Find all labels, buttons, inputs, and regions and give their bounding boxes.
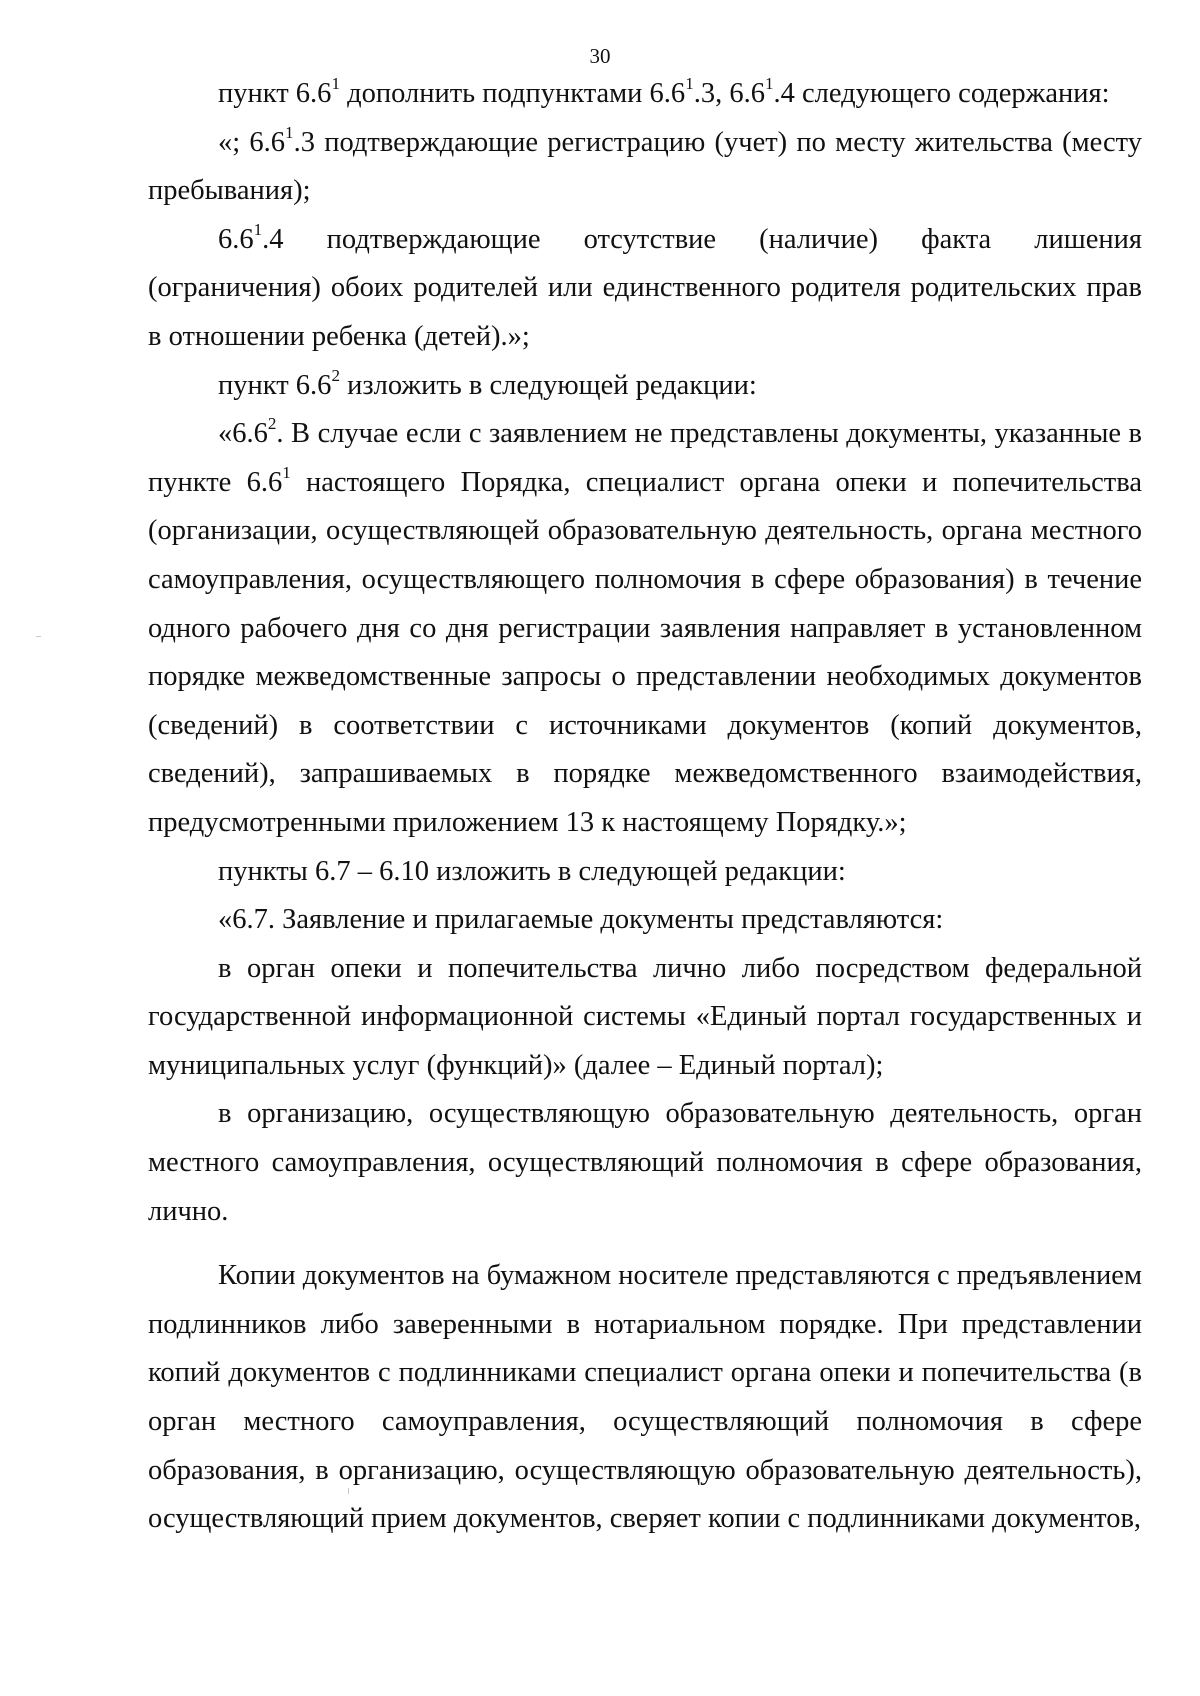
superscript: 1 — [285, 122, 294, 142]
scan-mark — [36, 636, 41, 637]
document-body — [148, 70, 1142, 1544]
text-run: пункт 6.6 — [218, 369, 332, 401]
superscript: 1 — [331, 73, 340, 93]
paragraph — [148, 896, 1142, 945]
text-run: в организацию, осуществляющую образовательную деятельность, орган местного самоуправления, осуществляющий полномочия в сфере образования, лично. — [148, 1098, 1142, 1227]
superscript: 1 — [685, 73, 694, 93]
text-run: .3 подтверждающие регистрацию (учет) по месту жительства (месту пребывания); — [148, 126, 1142, 207]
paragraph — [148, 70, 1142, 119]
paragraph — [148, 362, 1142, 411]
paragraph — [148, 410, 1142, 847]
superscript: 2 — [267, 414, 277, 434]
text-run: 6.6 — [218, 223, 254, 255]
paragraph — [148, 1252, 1142, 1544]
text-run: пункты 6.7 – 6.10 изложить в следующей редакции: — [218, 855, 846, 887]
text-run: в орган опеки и попечительства лично либо посредством федеральной государственной информационной системы «Единый портал государственных и муниципальных услуг (функций)» (далее – Единый портал); — [148, 952, 1142, 1081]
paragraph — [148, 119, 1142, 216]
text-run: пункт 6.6 — [218, 78, 332, 109]
page-number: 30 — [589, 44, 611, 68]
text-run: .4 подтверждающие отсутствие (наличие) факта лишения (ограничения) обоих родителей или единственного родителя родительских прав в отношении ребенка (детей).»; — [148, 223, 1142, 352]
superscript: 2 — [331, 365, 340, 385]
text-run: «6.7. Заявление и прилагаемые документы представляются: — [218, 904, 944, 936]
text-run: .4 следующего содержания: — [773, 78, 1110, 109]
text-run: «; 6.6 — [218, 126, 286, 158]
superscript: 1 — [282, 462, 291, 482]
paragraph — [148, 1090, 1142, 1236]
text-run: дополнить подпунктами 6.6 — [339, 78, 686, 109]
paragraph — [148, 945, 1142, 1091]
text-run: Копии документов на бумажном носителе представляются с предъявлением подлинников либо заверенными в нотариальном порядке. При представлении копий документов с подлинниками специалист органа опеки и попечительства (в орган местного самоуправления, осуществляющий полномочия в сфере образования, в организацию, осуществляющую образовательную деятельность), осуществляющий прием документов, сверяет копии с подлинниками документов, — [148, 1260, 1142, 1535]
paragraph — [148, 848, 1142, 897]
superscript: 1 — [253, 219, 263, 239]
scan-mark — [348, 1488, 349, 1494]
text-run: «6.6 — [218, 418, 268, 450]
paragraph — [148, 216, 1142, 362]
text-run: .3, 6.6 — [693, 78, 765, 109]
text-run: настоящего Порядка, специалист органа опеки и попечительства (организации, осуществляющей образовательную деятельность, органа местного самоуправления, осуществляющего полномочия в сфере образования) в течение одного рабочего дня со дня регистрации заявления направляет в установленном порядке межведомственные запросы о представлении необходимых документов (сведений) в соответствии с источниками документов (копий документов, сведений), запрашиваемых в порядке межведомственного взаимодействия, предусмотренными приложением 13 к настоящему Порядку.»; — [148, 466, 1142, 838]
superscript: 1 — [764, 73, 774, 93]
text-run: изложить в следующей редакции: — [339, 369, 757, 401]
text-run: . В случае если с заявлением не представлены документы, указанные в пункте 6.6 — [148, 418, 1142, 498]
